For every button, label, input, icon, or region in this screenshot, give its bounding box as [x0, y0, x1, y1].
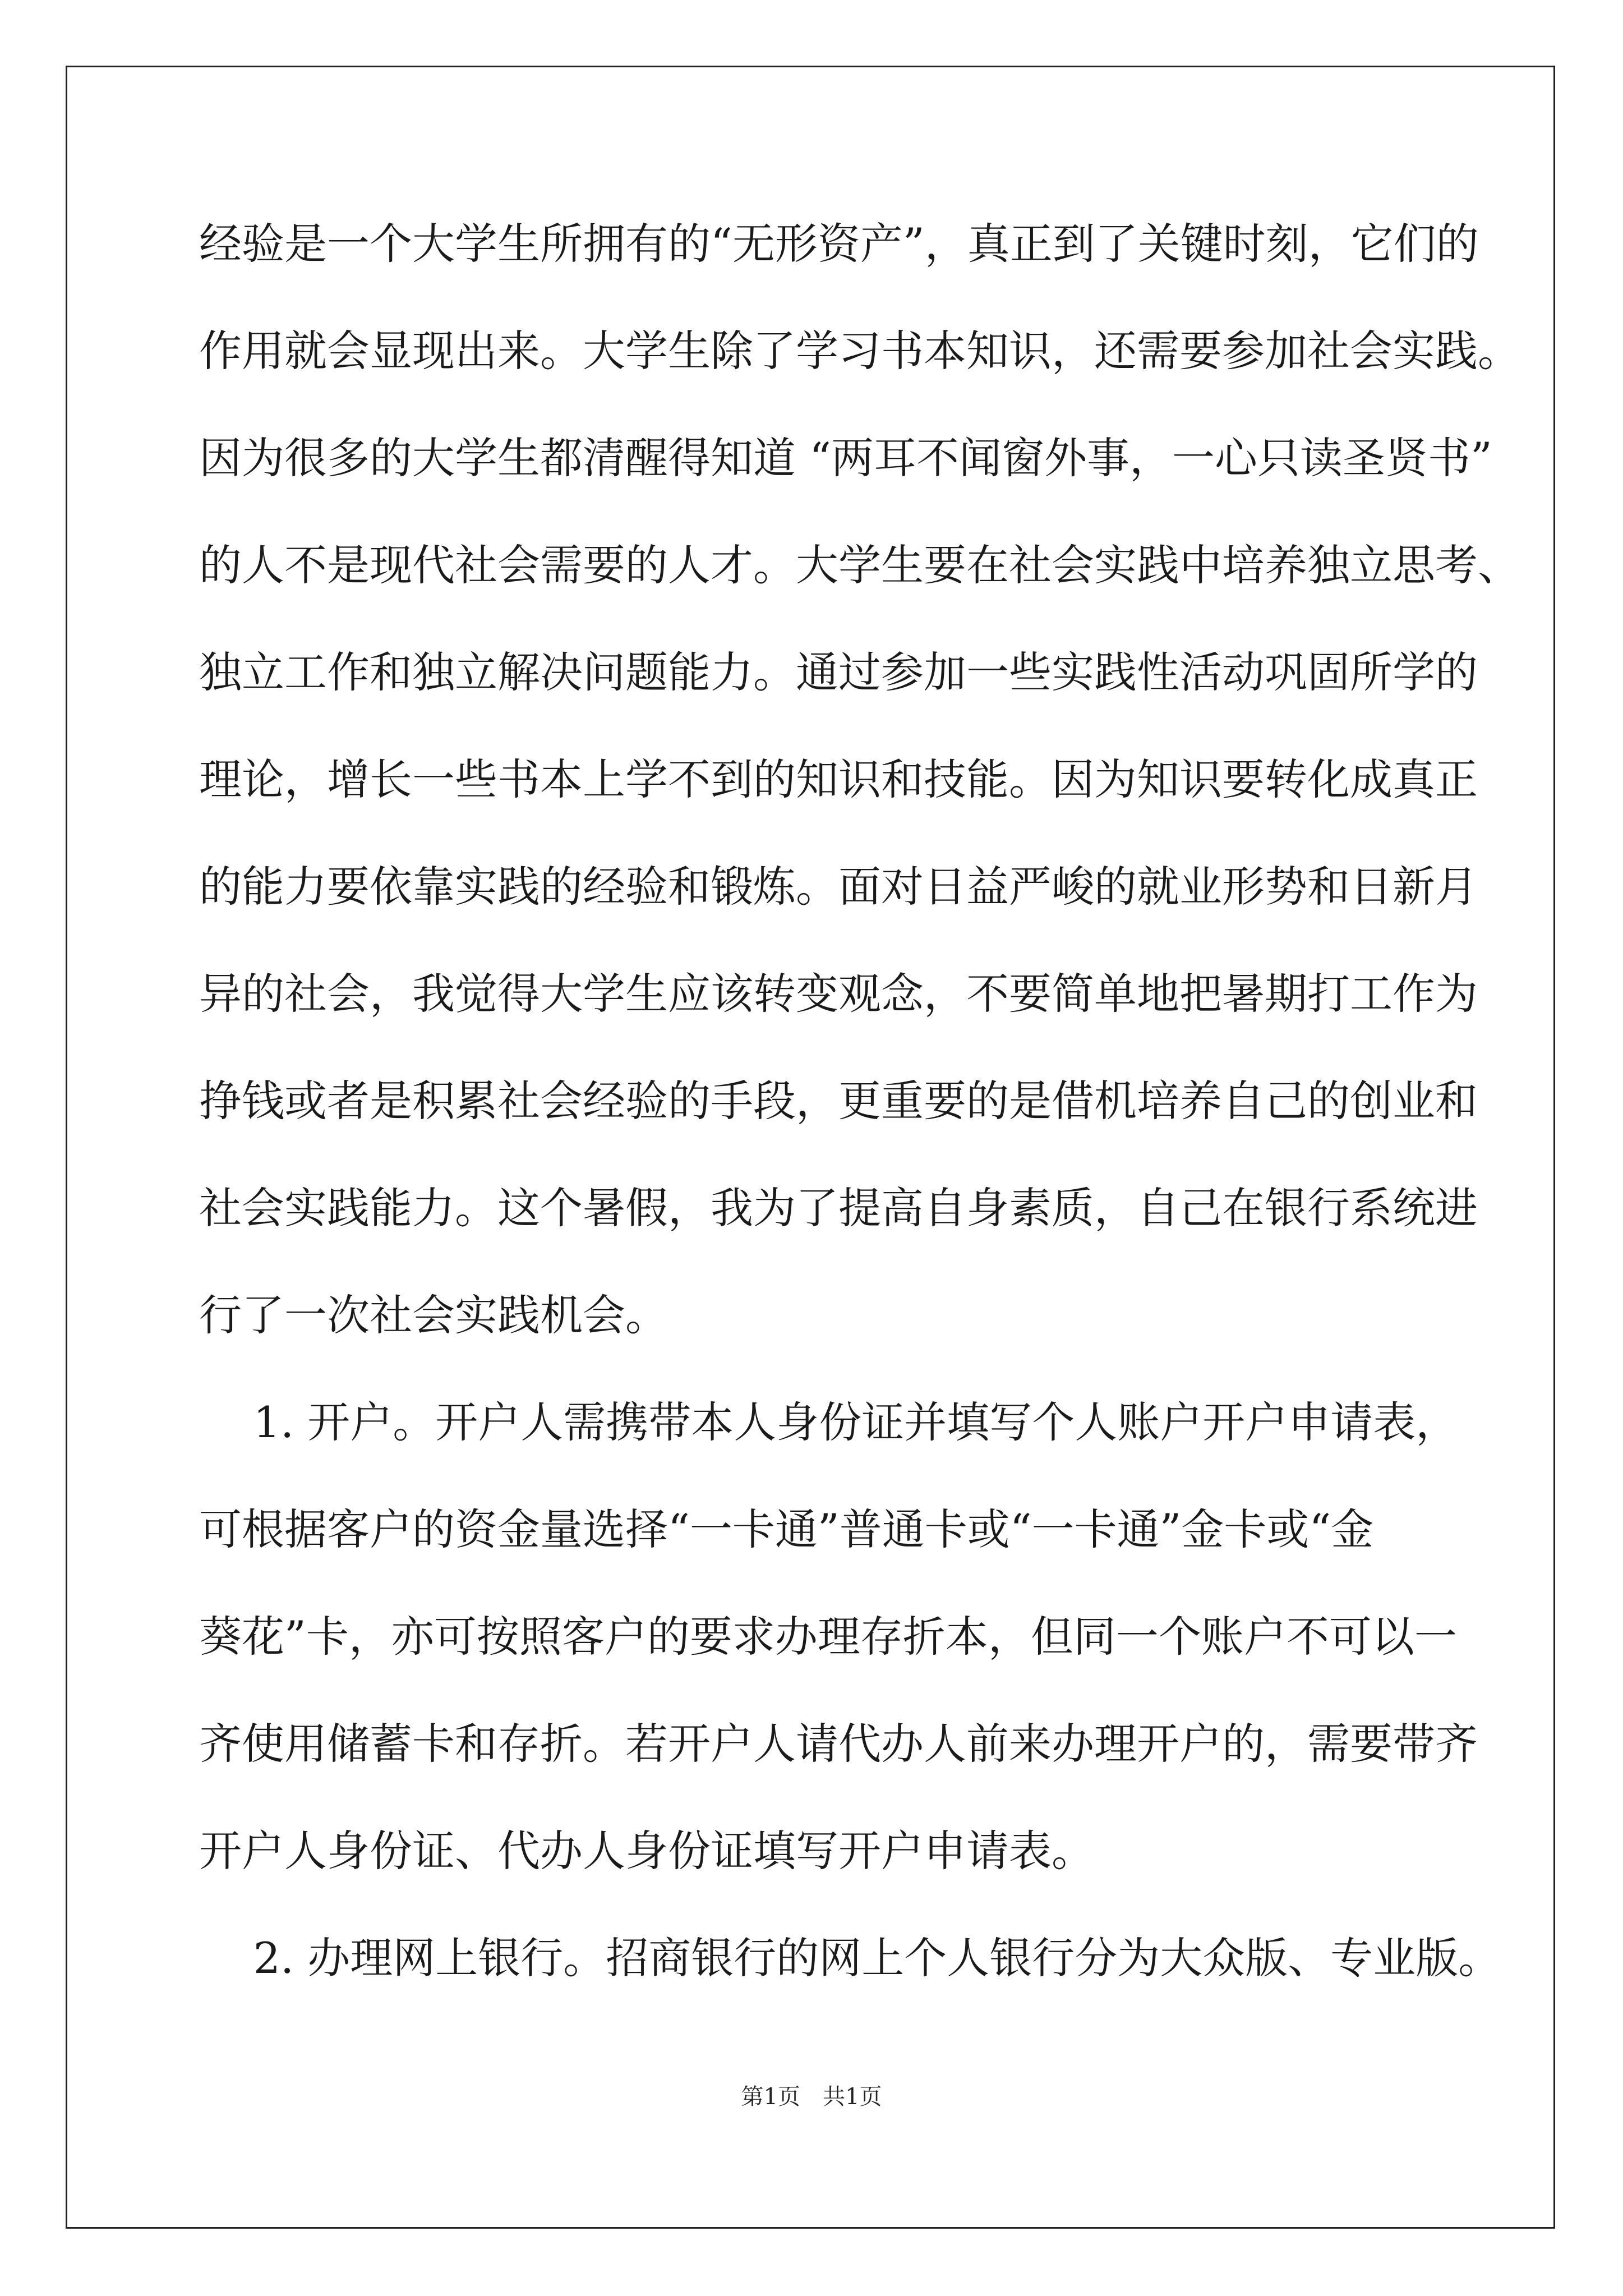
- text-line: 齐使用储蓄卡和存折。若开户人请代办人前来办理开户的，需要带齐: [199, 1719, 1478, 1769]
- text-line: 独立工作和独立解决问题能力。通过参加一些实践性活动巩固所学的: [199, 647, 1478, 697]
- text-line: 的人不是现代社会需要的人才。大学生要在社会实践中培养独立思考、: [199, 540, 1520, 590]
- text-line: 葵花”卡，亦可按照客户的要求办理存折本，但同一个账户不可以一: [199, 1612, 1457, 1662]
- text-line: 挣钱或者是积累社会经验的手段，更重要的是借机培养自己的创业和: [199, 1076, 1478, 1126]
- text-line: 异的社会，我觉得大学生应该转变观念，不要简单地把暑期打工作为: [199, 969, 1478, 1019]
- text-line: 因为很多的大学生都清醒得知道 “两耳不闻窗外事，一心只读圣贤书”: [199, 433, 1492, 483]
- text-line: 行了一次社会实践机会。: [199, 1290, 668, 1340]
- text-line: 理论，增长一些书本上学不到的知识和技能。因为知识要转化成真正: [199, 754, 1478, 804]
- text-line: 可根据客户的资金量选择“一卡通”普通卡或“一卡通”金卡或“金: [199, 1504, 1374, 1554]
- text-line: 社会实践能力。这个暑假，我为了提高自身素质，自己在银行系统进: [199, 1183, 1478, 1233]
- page-number-footer: 第1页 共1页: [741, 2084, 882, 2110]
- text-line: 2. 办理网上银行。招商银行的网上个人银行分为大众版、专业版。: [199, 1933, 1501, 1983]
- text-line: 经验是一个大学生所拥有的“无形资产”，真正到了关键时刻，它们的: [199, 219, 1479, 269]
- text-line: 的能力要依靠实践的经验和锻炼。面对日益严峻的就业形势和日新月: [199, 862, 1478, 912]
- document-body: [199, 216, 1520, 2037]
- text-line: 开户人身份证、代办人身份证填写开户申请表。: [199, 1826, 1094, 1876]
- text-line: 作用就会显现出来。大学生除了学习书本知识，还需要参加社会实践。: [199, 326, 1520, 376]
- text-line: 1. 开户。开户人需携带本人身份证并填写个人账户开户申请表，: [199, 1397, 1459, 1447]
